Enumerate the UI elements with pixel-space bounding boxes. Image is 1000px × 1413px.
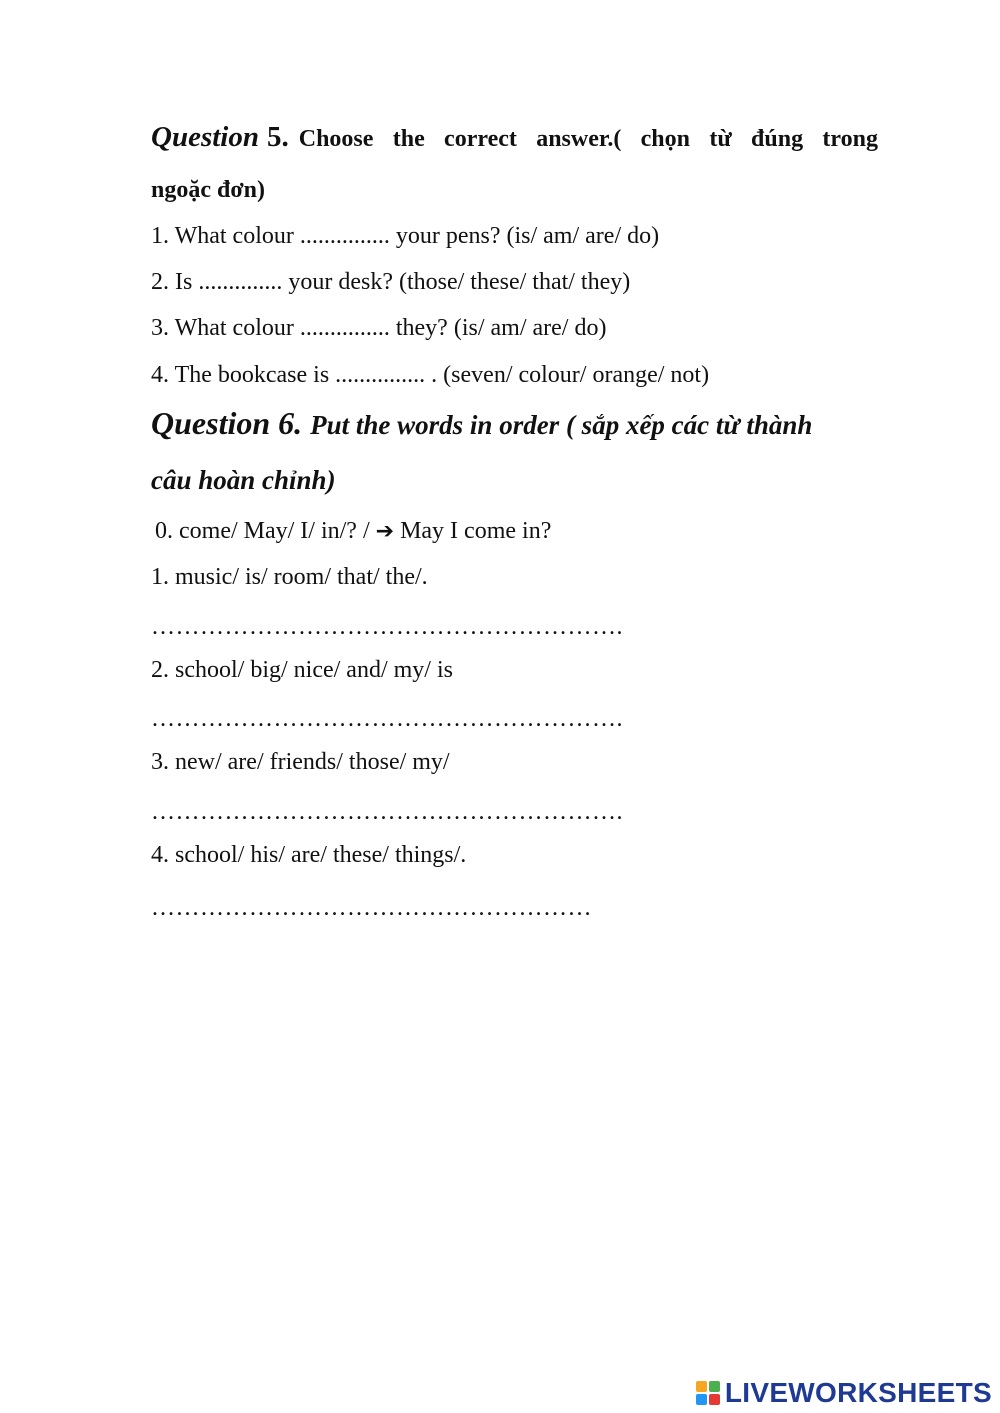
question5-instruction-line1: Choose the correct answer.( chọn từ đúng trong — [298, 126, 878, 152]
answer-line-4[interactable]: ……………………………………………… — [151, 895, 592, 921]
question6-example — [155, 516, 551, 547]
question5-title-word: Question — [151, 121, 259, 153]
logo-square-2 — [709, 1381, 720, 1392]
liveworksheets-logo — [696, 1376, 992, 1410]
question5-title-dot: . — [281, 121, 289, 153]
example-prompt: 0. come/ May/ I/ in/? / — [155, 518, 370, 544]
arrow-right-icon: ➔ — [375, 519, 395, 544]
question6-instruction-line2: câu hoàn chỉnh) — [151, 465, 336, 495]
logo-square-4 — [709, 1394, 720, 1405]
question5-item-3: 3. What colour ............... they? (is/ am/ are/ do) — [151, 315, 607, 341]
liveworksheets-logo-icon — [696, 1381, 720, 1405]
question5-item-1: 1. What colour ............... your pens? (is/ am/ are/ do) — [151, 223, 660, 249]
question6-heading — [151, 405, 878, 441]
question5-item-4: 4. The bookcase is ............... . (seven/ colour/ orange/ not) — [151, 362, 710, 388]
question5-heading — [151, 122, 878, 154]
answer-line-2[interactable]: …………………………………………………. — [151, 706, 623, 732]
answer-line-3[interactable]: …………………………………………………. — [151, 799, 623, 825]
question5-item-2: 2. Is .............. your desk? (those/ these/ that/ they) — [151, 269, 631, 295]
question6-item-4: 4. school/ his/ are/ these/ things/. — [151, 842, 467, 868]
question6-instruction-line1: Put the words in order ( sắp xếp các từ thành — [310, 410, 813, 440]
question5-title-number: 5 — [266, 121, 282, 153]
answer-line-1[interactable]: …………………………………………………. — [151, 614, 623, 640]
question5-instruction-line2: ngoặc đơn) — [151, 177, 265, 203]
question6-item-2: 2. school/ big/ nice/ and/ my/ is — [151, 657, 453, 683]
logo-square-3 — [696, 1394, 707, 1405]
question6-title: Question 6. — [151, 405, 303, 441]
question6-item-3: 3. new/ are/ friends/ those/ my/ — [151, 749, 450, 775]
question6-item-1: 1. music/ is/ room/ that/ the/. — [151, 564, 428, 590]
logo-square-1 — [696, 1381, 707, 1392]
liveworksheets-logo-text: LIVEWORKSHEETS — [724, 1377, 992, 1408]
example-answer: May I come in? — [400, 518, 552, 544]
